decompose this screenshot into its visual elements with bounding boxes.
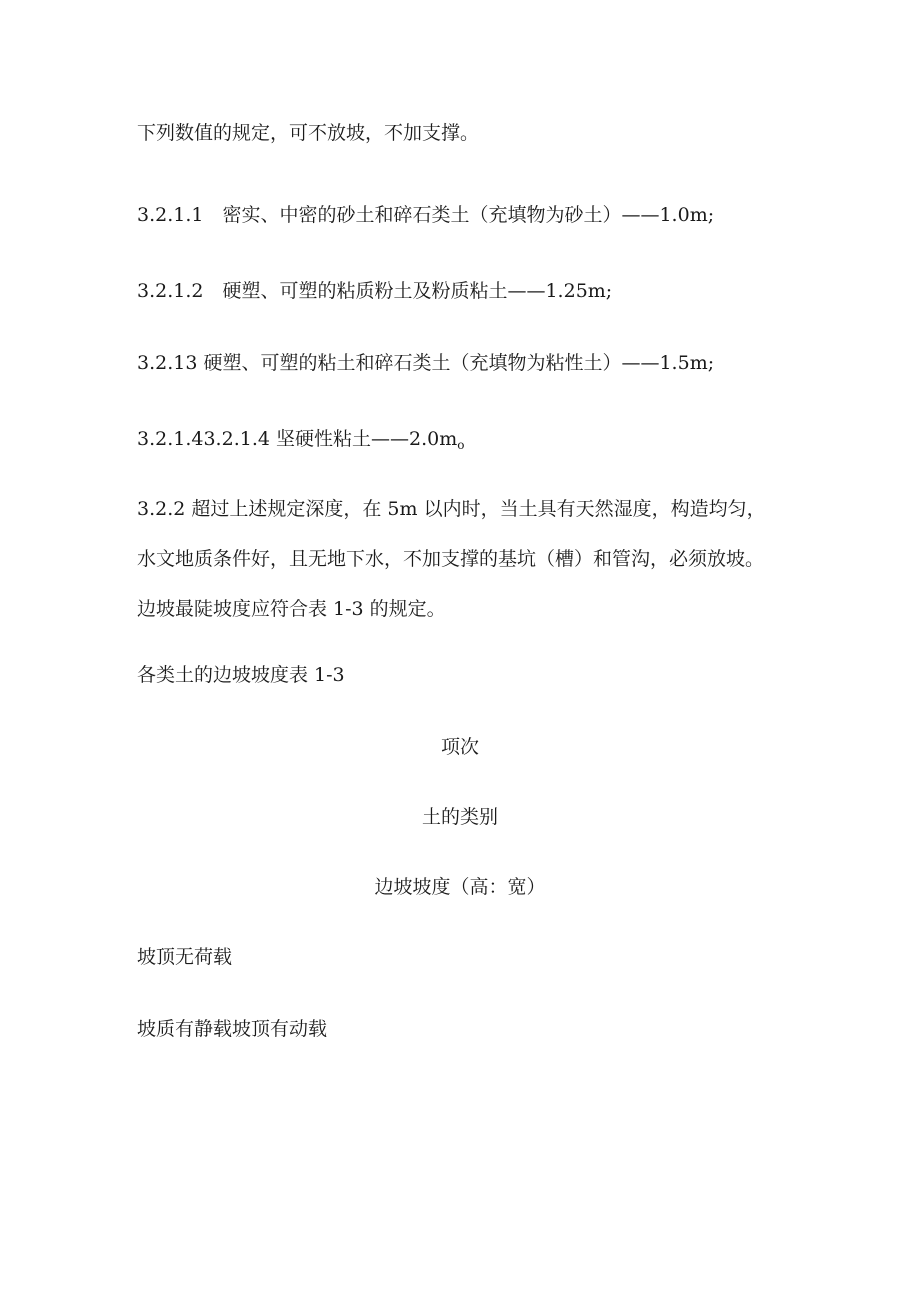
item-3-2-1-4-subscript: o (457, 438, 465, 452)
para-3-2-2-line-2: 水文地质条件好，且无地下水，不加支撑的基坑（槽）和管沟，必须放坡。 (137, 548, 765, 570)
intro-text: 下列数值的规定，可不放坡，不加支撑。 (137, 122, 480, 144)
sub-header-static-dynamic-load: 坡质有静载坡顶有动载 (137, 1018, 328, 1040)
table-title: 各类土的边坡坡度表 1-3 (137, 664, 345, 686)
item-3-2-1-1: 3.2.1.1 密实、中密的砂土和碎石类土（充填物为砂土）——1.0m; (137, 204, 715, 226)
item-3-2-1-4-text: 3.2.1.43.2.1.4 坚硬性粘土——2.0m (137, 428, 458, 450)
table-header-slope-ratio: 边坡坡度（高：宽） (374, 876, 546, 898)
table-header-soil-type: 土的类别 (421, 806, 498, 828)
para-3-2-2-line-3: 边坡最陡坡度应符合表 1-3 的规定。 (137, 598, 446, 620)
table-header-item-no: 项次 (440, 736, 479, 758)
item-3-2-1-4 (137, 426, 464, 458)
sub-header-no-load: 坡顶无荷载 (137, 946, 233, 968)
para-3-2-2-line-1: 3.2.2 超过上述规定深度，在 5m 以内时，当土具有天然湿度，构造均匀， (137, 498, 766, 520)
item-3-2-1-2: 3.2.1.2 硬塑、可塑的粘质粉土及粉质粘土——1.25m; (137, 280, 613, 302)
item-3-2-1-3: 3.2.13 硬塑、可塑的粘土和碎石类土（充填物为粘性土）——1.5m; (137, 352, 715, 374)
